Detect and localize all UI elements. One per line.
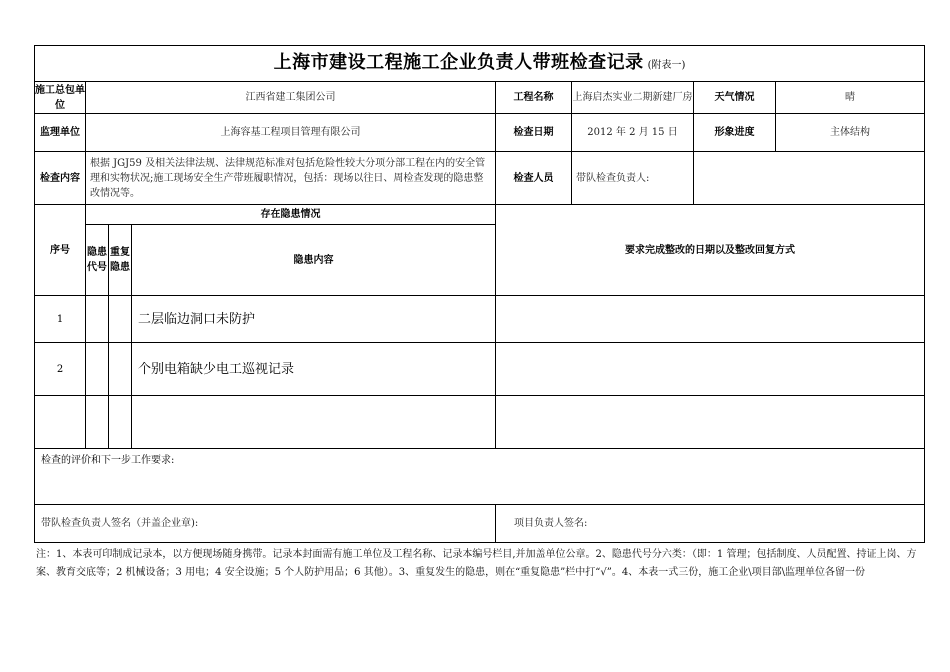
inspector-label: 检查人员 xyxy=(496,152,572,205)
row-seq xyxy=(35,396,86,449)
lead-signature-field[interactable]: 带队检查负责人签名（并盖企业章): xyxy=(35,505,496,543)
row-rectify[interactable] xyxy=(496,343,925,396)
contractor-label: 施工总包单位 xyxy=(35,82,86,114)
row-repeat-hazard[interactable] xyxy=(109,343,132,396)
row-repeat-hazard[interactable] xyxy=(109,396,132,449)
row-hazard-content[interactable]: 个别电箱缺少电工巡视记录 xyxy=(132,343,496,396)
row-hazard-content[interactable]: 二层临边洞口未防护 xyxy=(132,296,496,343)
footnotes: 注：1、本表可印制成记录本，以方便现场随身携带。记录本封面需有施工单位及工程名称、记录本编号栏目,并加盖单位公章。2、隐患代号分六类：（即：1 管理；包括制度、人员配置、持证上岗、方案、教育交底等；2 机械设备；3 用电；4 安全设施；5 个人防护用品；6 其他）。3、重复发生的隐患，则在“重复隐患”栏中打“√”。4、本表一式三份，施工企业\项目部\监理单位各留一份 xyxy=(36,549,917,578)
inspection-date-field[interactable]: 2012 年 2 月 15 日 xyxy=(572,114,694,152)
content-label: 检查内容 xyxy=(35,152,86,205)
supervisor-label: 监理单位 xyxy=(35,114,86,152)
hazard-code-header: 隐患代号 xyxy=(86,225,109,296)
row-seq: 2 xyxy=(35,343,86,396)
repeat-hazard-header: 重复隐患 xyxy=(109,225,132,296)
row-rectify[interactable] xyxy=(496,396,925,449)
title-cell xyxy=(35,46,925,82)
contractor-field[interactable]: 江西省建工集团公司 xyxy=(86,82,496,114)
table-row xyxy=(35,343,925,396)
row-hazard-content[interactable] xyxy=(132,396,496,449)
row-rectify[interactable] xyxy=(496,296,925,343)
inspector-field[interactable]: 带队检查负责人: xyxy=(572,152,694,205)
inspector-extra-field[interactable] xyxy=(694,152,925,205)
seq-header: 序号 xyxy=(35,205,86,296)
table-row xyxy=(35,396,925,449)
progress-field[interactable]: 主体结构 xyxy=(776,114,925,152)
inspection-date-label: 检查日期 xyxy=(496,114,572,152)
progress-label: 形象进度 xyxy=(694,114,776,152)
row-repeat-hazard[interactable] xyxy=(109,296,132,343)
hazard-content-header: 隐患内容 xyxy=(132,225,496,296)
row-hazard-code[interactable] xyxy=(86,343,109,396)
row-hazard-code[interactable] xyxy=(86,396,109,449)
rectify-header: 要求完成整改的日期以及整改回复方式 xyxy=(496,205,925,296)
project-name-label: 工程名称 xyxy=(496,82,572,114)
hazard-section-header: 存在隐患情况 xyxy=(86,205,496,225)
page-title: 上海市建设工程施工企业负责人带班检查记录 xyxy=(273,51,644,73)
project-manager-signature-field[interactable]: 项目负责人签名: xyxy=(496,505,925,543)
table-row xyxy=(35,296,925,343)
page-title-suffix: (附表一) xyxy=(647,59,686,71)
evaluation-field[interactable]: 检查的评价和下一步工作要求: xyxy=(35,449,925,505)
weather-field[interactable]: 晴 xyxy=(776,82,925,114)
inspection-form xyxy=(34,45,924,543)
row-seq: 1 xyxy=(35,296,86,343)
row-hazard-code[interactable] xyxy=(86,296,109,343)
weather-label: 天气情况 xyxy=(694,82,776,114)
content-field[interactable]: 根据 JGJ59 及相关法律法规、法律规范标准对包括危险性较大分项分部工程在内的安全管理和实物状况;施工现场安全生产带班履职情况，包括：现场以往日、周检查发现的隐患整改情况等。 xyxy=(86,152,496,205)
supervisor-field[interactable]: 上海容基工程项目管理有限公司 xyxy=(86,114,496,152)
project-name-field[interactable]: 上海启杰实业二期新建厂房 xyxy=(572,82,694,114)
inspection-table xyxy=(34,45,925,543)
